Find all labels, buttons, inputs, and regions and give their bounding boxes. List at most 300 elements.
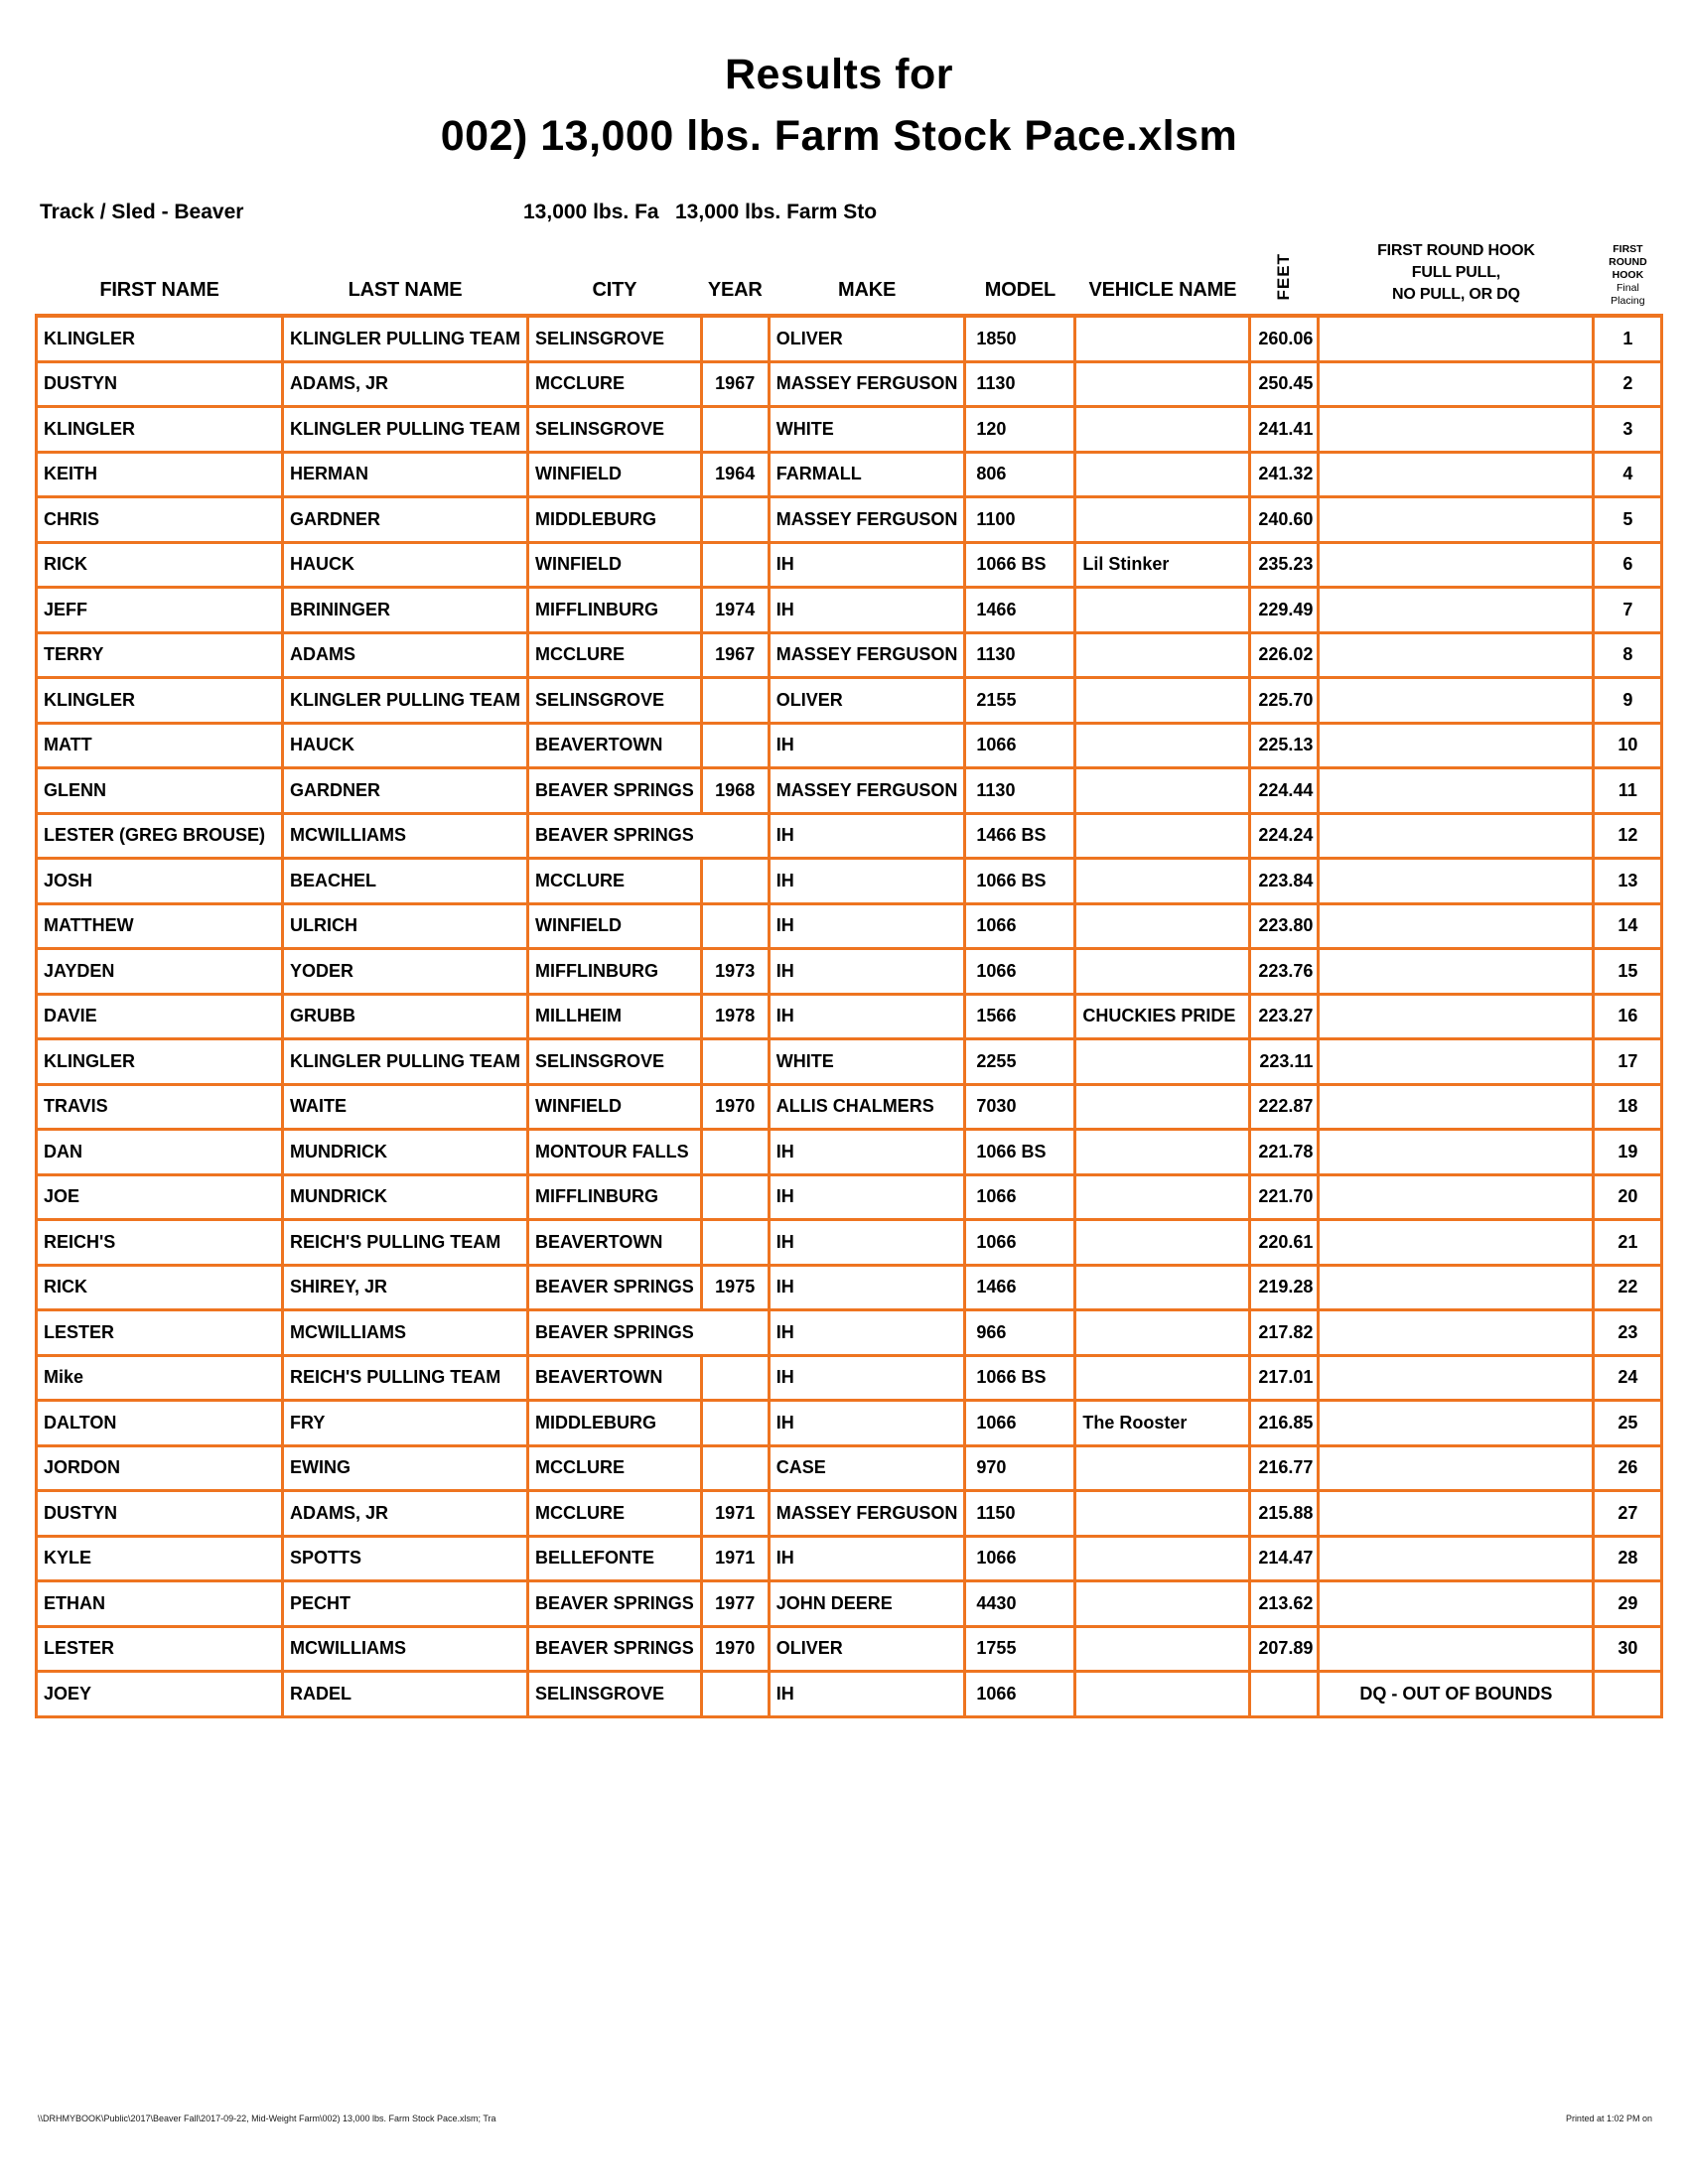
cell-vehicle-name <box>1075 1355 1250 1401</box>
cell-make: IH <box>769 1355 965 1401</box>
cell-first-name: Mike <box>37 1355 283 1401</box>
cell-hook <box>1319 1174 1594 1220</box>
cell-feet: 222.87 <box>1250 1084 1319 1130</box>
cell-year <box>701 859 769 904</box>
cell-first-name: DALTON <box>37 1401 283 1446</box>
cell-vehicle-name <box>1075 678 1250 724</box>
cell-year <box>701 1130 769 1175</box>
cell-hook <box>1319 1265 1594 1310</box>
cell-city: MCCLURE <box>528 859 702 904</box>
cell-model: 1130 <box>965 632 1075 678</box>
cell-feet: 215.88 <box>1250 1491 1319 1537</box>
cell-vehicle-name <box>1075 361 1250 407</box>
cell-feet: 223.76 <box>1250 949 1319 995</box>
col-header-first-round-hook <box>1319 226 1594 316</box>
table-row <box>37 813 1662 859</box>
cell-year: 1967 <box>701 361 769 407</box>
table-row <box>37 1130 1662 1175</box>
class-name-truncated-left: 13,000 lbs. Fa <box>523 201 659 223</box>
cell-year <box>701 407 769 453</box>
cell-model: 806 <box>965 452 1075 497</box>
cell-make: MASSEY FERGUSON <box>769 361 965 407</box>
feet-vertical-label: FEET <box>1274 252 1294 300</box>
cell-last-name: SPOTTS <box>283 1536 528 1581</box>
cell-feet: 229.49 <box>1250 588 1319 633</box>
cell-vehicle-name: Lil Stinker <box>1075 542 1250 588</box>
cell-first-name: TRAVIS <box>37 1084 283 1130</box>
cell-last-name: MUNDRICK <box>283 1174 528 1220</box>
cell-make: IH <box>769 1536 965 1581</box>
cell-last-name: REICH'S PULLING TEAM <box>283 1355 528 1401</box>
cell-model: 1130 <box>965 768 1075 814</box>
page-title-line2: 002) 13,000 lbs. Farm Stock Pace.xlsm <box>440 112 1238 160</box>
cell-placing: 13 <box>1594 859 1662 904</box>
cell-last-name: GARDNER <box>283 768 528 814</box>
cell-last-name: KLINGLER PULLING TEAM <box>283 316 528 361</box>
cell-make: FARMALL <box>769 452 965 497</box>
cell-make: IH <box>769 813 965 859</box>
cell-hook <box>1319 1130 1594 1175</box>
cell-make: IH <box>769 1310 965 1356</box>
cell-model: 1066 <box>965 949 1075 995</box>
cell-vehicle-name <box>1075 452 1250 497</box>
cell-placing: 9 <box>1594 678 1662 724</box>
cell-feet: 240.60 <box>1250 497 1319 543</box>
cell-year <box>701 1039 769 1085</box>
cell-hook <box>1319 1401 1594 1446</box>
cell-vehicle-name <box>1075 1220 1250 1266</box>
cell-last-name: KLINGLER PULLING TEAM <box>283 1039 528 1085</box>
cell-make: IH <box>769 1220 965 1266</box>
cell-model: 1066 <box>965 723 1075 768</box>
cell-feet: 214.47 <box>1250 1536 1319 1581</box>
cell-first-name: ETHAN <box>37 1581 283 1627</box>
cell-city: BEAVER SPRINGS <box>528 813 770 859</box>
cell-city: BEAVERTOWN <box>528 1355 702 1401</box>
cell-first-name: JORDON <box>37 1445 283 1491</box>
cell-city: BEAVER SPRINGS <box>528 1310 770 1356</box>
cell-vehicle-name <box>1075 1174 1250 1220</box>
cell-first-name: DAVIE <box>37 994 283 1039</box>
table-row <box>37 949 1662 995</box>
cell-first-name: JOE <box>37 1174 283 1220</box>
cell-make: IH <box>769 1672 965 1717</box>
cell-make: MASSEY FERGUSON <box>769 1491 965 1537</box>
table-row <box>37 1174 1662 1220</box>
cell-placing: 1 <box>1594 316 1662 361</box>
cell-vehicle-name <box>1075 723 1250 768</box>
table-row <box>37 768 1662 814</box>
track-sled-label: Track / Sled - Beaver <box>40 201 244 223</box>
hook-header-line1: FIRST ROUND HOOK <box>1377 242 1535 259</box>
cell-vehicle-name <box>1075 407 1250 453</box>
cell-hook <box>1319 903 1594 949</box>
cell-feet: 226.02 <box>1250 632 1319 678</box>
cell-model: 120 <box>965 407 1075 453</box>
cell-city: MIFFLINBURG <box>528 1174 702 1220</box>
cell-make: WHITE <box>769 407 965 453</box>
col-header-final-placing <box>1594 226 1662 316</box>
cell-feet: 213.62 <box>1250 1581 1319 1627</box>
cell-year: 1974 <box>701 588 769 633</box>
cell-vehicle-name <box>1075 632 1250 678</box>
placing-header-line2: ROUND <box>1609 256 1647 268</box>
cell-first-name: REICH'S <box>37 1220 283 1266</box>
col-header-city: CITY <box>528 226 702 316</box>
cell-model: 2155 <box>965 678 1075 724</box>
cell-first-name: GLENN <box>37 768 283 814</box>
cell-vehicle-name <box>1075 903 1250 949</box>
header-row <box>37 226 1662 316</box>
cell-feet: 241.32 <box>1250 452 1319 497</box>
col-header-model: MODEL <box>965 226 1075 316</box>
cell-hook <box>1319 949 1594 995</box>
cell-make: CASE <box>769 1445 965 1491</box>
cell-first-name: KLINGLER <box>37 678 283 724</box>
cell-feet: 207.89 <box>1250 1626 1319 1672</box>
cell-last-name: SHIREY, JR <box>283 1265 528 1310</box>
cell-vehicle-name: The Rooster <box>1075 1401 1250 1446</box>
cell-hook <box>1319 316 1594 361</box>
cell-placing: 7 <box>1594 588 1662 633</box>
cell-year <box>701 1220 769 1266</box>
cell-make: MASSEY FERGUSON <box>769 497 965 543</box>
cell-hook <box>1319 632 1594 678</box>
table-row <box>37 1401 1662 1446</box>
cell-first-name: JOEY <box>37 1672 283 1717</box>
cell-first-name: JOSH <box>37 859 283 904</box>
cell-year <box>701 903 769 949</box>
hook-header-line2: FULL PULL, <box>1411 264 1501 281</box>
cell-placing: 26 <box>1594 1445 1662 1491</box>
cell-year: 1964 <box>701 452 769 497</box>
cell-feet: 217.01 <box>1250 1355 1319 1401</box>
results-table-header <box>37 226 1662 316</box>
cell-last-name: EWING <box>283 1445 528 1491</box>
cell-city: MCCLURE <box>528 1445 702 1491</box>
cell-last-name: BEACHEL <box>283 859 528 904</box>
table-row <box>37 407 1662 453</box>
table-row <box>37 1491 1662 1537</box>
table-row <box>37 994 1662 1039</box>
cell-make: OLIVER <box>769 678 965 724</box>
cell-city: WINFIELD <box>528 903 702 949</box>
cell-hook <box>1319 1310 1594 1356</box>
cell-placing: 27 <box>1594 1491 1662 1537</box>
cell-hook <box>1319 407 1594 453</box>
cell-feet: 216.77 <box>1250 1445 1319 1491</box>
table-row <box>37 452 1662 497</box>
cell-first-name: DUSTYN <box>37 361 283 407</box>
cell-last-name: MCWILLIAMS <box>283 1310 528 1356</box>
cell-vehicle-name <box>1075 859 1250 904</box>
cell-city: WINFIELD <box>528 542 702 588</box>
cell-hook <box>1319 1491 1594 1537</box>
placing-header-line4: Final <box>1617 282 1639 294</box>
cell-make: IH <box>769 859 965 904</box>
cell-make: IH <box>769 994 965 1039</box>
cell-vehicle-name <box>1075 1445 1250 1491</box>
cell-hook <box>1319 497 1594 543</box>
cell-model: 7030 <box>965 1084 1075 1130</box>
cell-model: 970 <box>965 1445 1075 1491</box>
cell-city: MILLHEIM <box>528 994 702 1039</box>
cell-city: BEAVERTOWN <box>528 1220 702 1266</box>
cell-hook <box>1319 994 1594 1039</box>
cell-hook <box>1319 678 1594 724</box>
cell-placing: 30 <box>1594 1626 1662 1672</box>
cell-model: 4430 <box>965 1581 1075 1627</box>
page-title-line1: Results for <box>724 51 954 98</box>
table-row <box>37 1536 1662 1581</box>
cell-make: IH <box>769 1401 965 1446</box>
cell-year <box>701 1174 769 1220</box>
cell-hook <box>1319 1084 1594 1130</box>
cell-feet: 223.80 <box>1250 903 1319 949</box>
col-header-year: YEAR <box>701 226 769 316</box>
page-title <box>0 44 1678 167</box>
cell-first-name: KLINGLER <box>37 407 283 453</box>
cell-year: 1968 <box>701 768 769 814</box>
cell-last-name: ADAMS, JR <box>283 361 528 407</box>
cell-year <box>701 723 769 768</box>
cell-model: 1066 <box>965 1220 1075 1266</box>
cell-model: 966 <box>965 1310 1075 1356</box>
cell-placing: 18 <box>1594 1084 1662 1130</box>
cell-feet: 241.41 <box>1250 407 1319 453</box>
footer-printed-at: Printed at 1:02 PM on <box>1565 2114 1652 2123</box>
results-table-body <box>37 316 1662 1716</box>
cell-first-name: KLINGLER <box>37 1039 283 1085</box>
cell-hook <box>1319 1445 1594 1491</box>
cell-year: 1978 <box>701 994 769 1039</box>
cell-model: 1066 BS <box>965 859 1075 904</box>
cell-vehicle-name <box>1075 1084 1250 1130</box>
cell-year: 1975 <box>701 1265 769 1310</box>
cell-feet: 217.82 <box>1250 1310 1319 1356</box>
cell-vehicle-name <box>1075 949 1250 995</box>
cell-placing: 10 <box>1594 723 1662 768</box>
cell-make: IH <box>769 903 965 949</box>
cell-year <box>701 316 769 361</box>
cell-make: IH <box>769 949 965 995</box>
table-row <box>37 316 1662 361</box>
cell-feet <box>1250 1672 1319 1717</box>
cell-make: IH <box>769 1130 965 1175</box>
cell-city: SELINSGROVE <box>528 407 702 453</box>
cell-placing: 16 <box>1594 994 1662 1039</box>
cell-model: 1066 <box>965 1536 1075 1581</box>
cell-feet: 225.70 <box>1250 678 1319 724</box>
cell-feet: 235.23 <box>1250 542 1319 588</box>
cell-hook <box>1319 1536 1594 1581</box>
cell-make: IH <box>769 1265 965 1310</box>
cell-last-name: BRININGER <box>283 588 528 633</box>
cell-city: WINFIELD <box>528 452 702 497</box>
cell-first-name: LESTER <box>37 1310 283 1356</box>
cell-placing: 6 <box>1594 542 1662 588</box>
cell-placing: 28 <box>1594 1536 1662 1581</box>
cell-hook <box>1319 452 1594 497</box>
cell-vehicle-name <box>1075 316 1250 361</box>
cell-feet: 225.13 <box>1250 723 1319 768</box>
cell-model: 1466 BS <box>965 813 1075 859</box>
cell-hook <box>1319 1626 1594 1672</box>
cell-vehicle-name <box>1075 1265 1250 1310</box>
cell-model: 1100 <box>965 497 1075 543</box>
cell-city: BEAVERTOWN <box>528 723 702 768</box>
placing-header-line5: Placing <box>1611 295 1645 307</box>
table-row <box>37 1355 1662 1401</box>
cell-last-name: MUNDRICK <box>283 1130 528 1175</box>
cell-placing: 21 <box>1594 1220 1662 1266</box>
cell-year <box>701 542 769 588</box>
cell-feet: 219.28 <box>1250 1265 1319 1310</box>
cell-first-name: KYLE <box>37 1536 283 1581</box>
cell-last-name: ULRICH <box>283 903 528 949</box>
cell-model: 1066 BS <box>965 1130 1075 1175</box>
cell-placing: 25 <box>1594 1401 1662 1446</box>
table-row <box>37 632 1662 678</box>
cell-year <box>701 497 769 543</box>
cell-first-name: JAYDEN <box>37 949 283 995</box>
cell-first-name: MATT <box>37 723 283 768</box>
cell-city: SELINSGROVE <box>528 316 702 361</box>
table-row <box>37 723 1662 768</box>
cell-model: 1066 <box>965 1401 1075 1446</box>
cell-placing: 24 <box>1594 1355 1662 1401</box>
cell-placing: 5 <box>1594 497 1662 543</box>
cell-last-name: FRY <box>283 1401 528 1446</box>
cell-hook <box>1319 768 1594 814</box>
cell-model: 1566 <box>965 994 1075 1039</box>
cell-last-name: YODER <box>283 949 528 995</box>
cell-last-name: KLINGLER PULLING TEAM <box>283 678 528 724</box>
cell-city: BEAVER SPRINGS <box>528 768 702 814</box>
table-row <box>37 1445 1662 1491</box>
table-row <box>37 678 1662 724</box>
cell-feet: 224.44 <box>1250 768 1319 814</box>
cell-model: 1755 <box>965 1626 1075 1672</box>
cell-hook <box>1319 1039 1594 1085</box>
cell-first-name: DAN <box>37 1130 283 1175</box>
cell-first-name: KLINGLER <box>37 316 283 361</box>
cell-year <box>701 1355 769 1401</box>
cell-first-name: CHRIS <box>37 497 283 543</box>
cell-last-name: WAITE <box>283 1084 528 1130</box>
cell-first-name: DUSTYN <box>37 1491 283 1537</box>
cell-feet: 220.61 <box>1250 1220 1319 1266</box>
cell-city: MIDDLEBURG <box>528 497 702 543</box>
cell-feet: 221.78 <box>1250 1130 1319 1175</box>
cell-hook <box>1319 859 1594 904</box>
cell-year <box>701 1672 769 1717</box>
cell-year: 1971 <box>701 1536 769 1581</box>
table-row <box>37 1220 1662 1266</box>
cell-feet: 221.70 <box>1250 1174 1319 1220</box>
cell-make: IH <box>769 1174 965 1220</box>
cell-last-name: ADAMS <box>283 632 528 678</box>
cell-hook <box>1319 723 1594 768</box>
cell-last-name: MCWILLIAMS <box>283 813 528 859</box>
table-row <box>37 903 1662 949</box>
cell-hook <box>1319 1220 1594 1266</box>
cell-first-name: KEITH <box>37 452 283 497</box>
table-row <box>37 1626 1662 1672</box>
cell-last-name: HAUCK <box>283 542 528 588</box>
table-row <box>37 1084 1662 1130</box>
table-row <box>37 497 1662 543</box>
cell-last-name: KLINGLER PULLING TEAM <box>283 407 528 453</box>
cell-placing: 4 <box>1594 452 1662 497</box>
cell-city: MCCLURE <box>528 361 702 407</box>
table-row <box>37 542 1662 588</box>
cell-year: 1971 <box>701 1491 769 1537</box>
cell-feet: 223.11 <box>1250 1039 1319 1085</box>
cell-placing <box>1594 1672 1662 1717</box>
cell-last-name: REICH'S PULLING TEAM <box>283 1220 528 1266</box>
cell-placing: 3 <box>1594 407 1662 453</box>
cell-city: MCCLURE <box>528 632 702 678</box>
cell-year <box>701 678 769 724</box>
cell-model: 1066 <box>965 903 1075 949</box>
cell-make: OLIVER <box>769 316 965 361</box>
cell-last-name: RADEL <box>283 1672 528 1717</box>
cell-placing: 22 <box>1594 1265 1662 1310</box>
col-header-feet <box>1250 226 1319 316</box>
cell-city: SELINSGROVE <box>528 1672 702 1717</box>
results-table <box>35 226 1663 1718</box>
cell-make: IH <box>769 723 965 768</box>
cell-placing: 15 <box>1594 949 1662 995</box>
cell-make: JOHN DEERE <box>769 1581 965 1627</box>
cell-city: MIFFLINBURG <box>528 949 702 995</box>
cell-hook <box>1319 1355 1594 1401</box>
cell-model: 1066 BS <box>965 1355 1075 1401</box>
cell-placing: 8 <box>1594 632 1662 678</box>
cell-vehicle-name <box>1075 588 1250 633</box>
footer-file-path: \\DRHMYBOOK\Public\2017\Beaver Fall\2017-09-22, Mid-Weight Farm\002) 13,000 lbs. Farm Stock Pace.xlsm; Tra <box>38 2114 496 2123</box>
cell-placing: 2 <box>1594 361 1662 407</box>
cell-vehicle-name <box>1075 1581 1250 1627</box>
cell-hook <box>1319 813 1594 859</box>
col-header-last-name: LAST NAME <box>283 226 528 316</box>
table-row <box>37 1039 1662 1085</box>
col-header-make: MAKE <box>769 226 965 316</box>
cell-first-name: MATTHEW <box>37 903 283 949</box>
cell-city: WINFIELD <box>528 1084 702 1130</box>
cell-year: 1973 <box>701 949 769 995</box>
cell-make: MASSEY FERGUSON <box>769 768 965 814</box>
cell-vehicle-name <box>1075 1626 1250 1672</box>
cell-first-name: LESTER (GREG BROUSE) <box>37 813 283 859</box>
cell-city: BELLEFONTE <box>528 1536 702 1581</box>
cell-hook: DQ - OUT OF BOUNDS <box>1319 1672 1594 1717</box>
cell-vehicle-name <box>1075 1310 1250 1356</box>
cell-placing: 20 <box>1594 1174 1662 1220</box>
cell-make: IH <box>769 542 965 588</box>
cell-last-name: HERMAN <box>283 452 528 497</box>
cell-year <box>701 1445 769 1491</box>
cell-make: WHITE <box>769 1039 965 1085</box>
cell-city: MONTOUR FALLS <box>528 1130 702 1175</box>
cell-vehicle-name <box>1075 1130 1250 1175</box>
cell-placing: 19 <box>1594 1130 1662 1175</box>
cell-hook <box>1319 361 1594 407</box>
table-row <box>37 1672 1662 1717</box>
col-header-first-name: FIRST NAME <box>37 226 283 316</box>
cell-first-name: LESTER <box>37 1626 283 1672</box>
